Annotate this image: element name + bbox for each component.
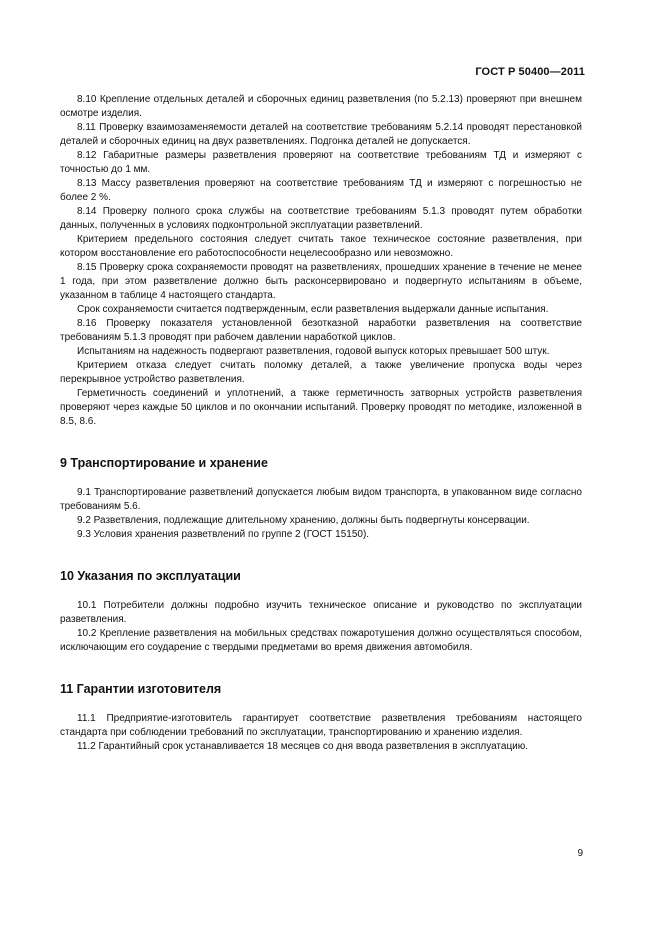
paragraph-8-10: 8.10 Крепление отдельных деталей и сборочных единиц разветвления (по 5.2.13) проверяют при внешнем осмотре изделия. [60,94,582,119]
paragraph-11-2: 11.2 Гарантийный срок устанавливается 18 месяцев со дня ввода разветвления в эксплуатацию. [77,741,529,752]
paragraph-tightness: Герметичность соединений и уплотнений, а также герметичность затворных устройств разветвления проверяют через каждые 50 циклов и по окончании испытаний. Проверку проводят по методике, изложенной в 8.5, 8.6. [60,388,582,427]
section-11-heading: 11 Гарантии изготовителя [60,682,222,696]
paragraph-11-1: 11.1 Предприятие-изготовитель гарантирует соответствие разветвления требованиям настоящего стандарта при соблюдении требований по эксплуатации, транспортированию и хранению изделия. [60,713,582,738]
document-header: ГОСТ Р 50400—2011 [475,66,585,78]
paragraph-8-15: 8.15 Проверку срока сохраняемости проводят на разветвлениях, прошедших хранение в течение не менее 1 года, при этом разветвление должно быть расконсервировано и подвергнуто испытаниям в объеме, указанном в таблице 4 настоящего стандарта. [60,262,582,301]
paragraph-reliability-tests: Испытаниям на надежность подвергают разветвления, годовой выпуск которых превышает 500 штук. [77,346,550,357]
paragraph-9-2: 9.2 Разветвления, подлежащие длительному хранению, должны быть подвергнуты консервации. [77,515,530,526]
paragraph-8-13: 8.13 Массу разветвления проверяют на соответствие требованиям ТД и измеряют с погрешностью не более 2 %. [60,178,582,203]
paragraph-9-1: 9.1 Транспортирование разветвлений допускается любым видом транспорта, в упакованном виде согласно требованиям 5.6. [60,487,582,512]
paragraph-8-11: 8.11 Проверку взаимозаменяемости деталей на соответствие требованиям 5.2.14 проводят перестановкой деталей и сборочных единиц на двух разветвлениях. Подгонка деталей не допускается. [60,122,582,147]
paragraph-9-3: 9.3 Условия хранения разветвлений по группе 2 (ГОСТ 15150). [77,529,370,540]
page-number: 9 [577,848,583,859]
section-10-heading: 10 Указания по эксплуатации [60,569,241,583]
paragraph-8-14: 8.14 Проверку полного срока службы на соответствие требованиям 5.1.3 проводят путем обработки данных, полученных в условиях подконтрольной эксплуатации разветвлений. [60,206,582,231]
paragraph-8-16: 8.16 Проверку показателя установленной безотказной наработки разветвления на соответствие требованиям 5.1.3 проводят при рабочем давлении наработкой циклов. [60,318,582,343]
page-content [60,93,582,754]
paragraph-storage-confirmed: Срок сохраняемости считается подтвержденным, если разветвления выдержали данные испытания. [77,304,549,315]
paragraph-8-12: 8.12 Габаритные размеры разветвления проверяют на соответствие требованиям ТД и измеряют с точностью до 1 мм. [60,150,582,175]
paragraph-failure-criterion: Критерием отказа следует считать поломку деталей, а также увеличение пропуска воды через перекрывное устройство разветвления. [60,360,582,385]
paragraph-limit-state: Критерием предельного состояния следует считать такое техническое состояние разветвления, при котором восстановление его работоспособности нецелесообразно или невозможно. [60,234,582,259]
paragraph-10-1: 10.1 Потребители должны подробно изучить техническое описание и руководство по эксплуатации разветвления. [60,600,582,625]
paragraph-10-2: 10.2 Крепление разветвления на мобильных средствах пожаротушения должно осуществляться способом, исключающим его соударение с твердыми предметами во время движения автомобиля. [60,628,582,653]
section-9-heading: 9 Транспортирование и хранение [60,456,268,470]
